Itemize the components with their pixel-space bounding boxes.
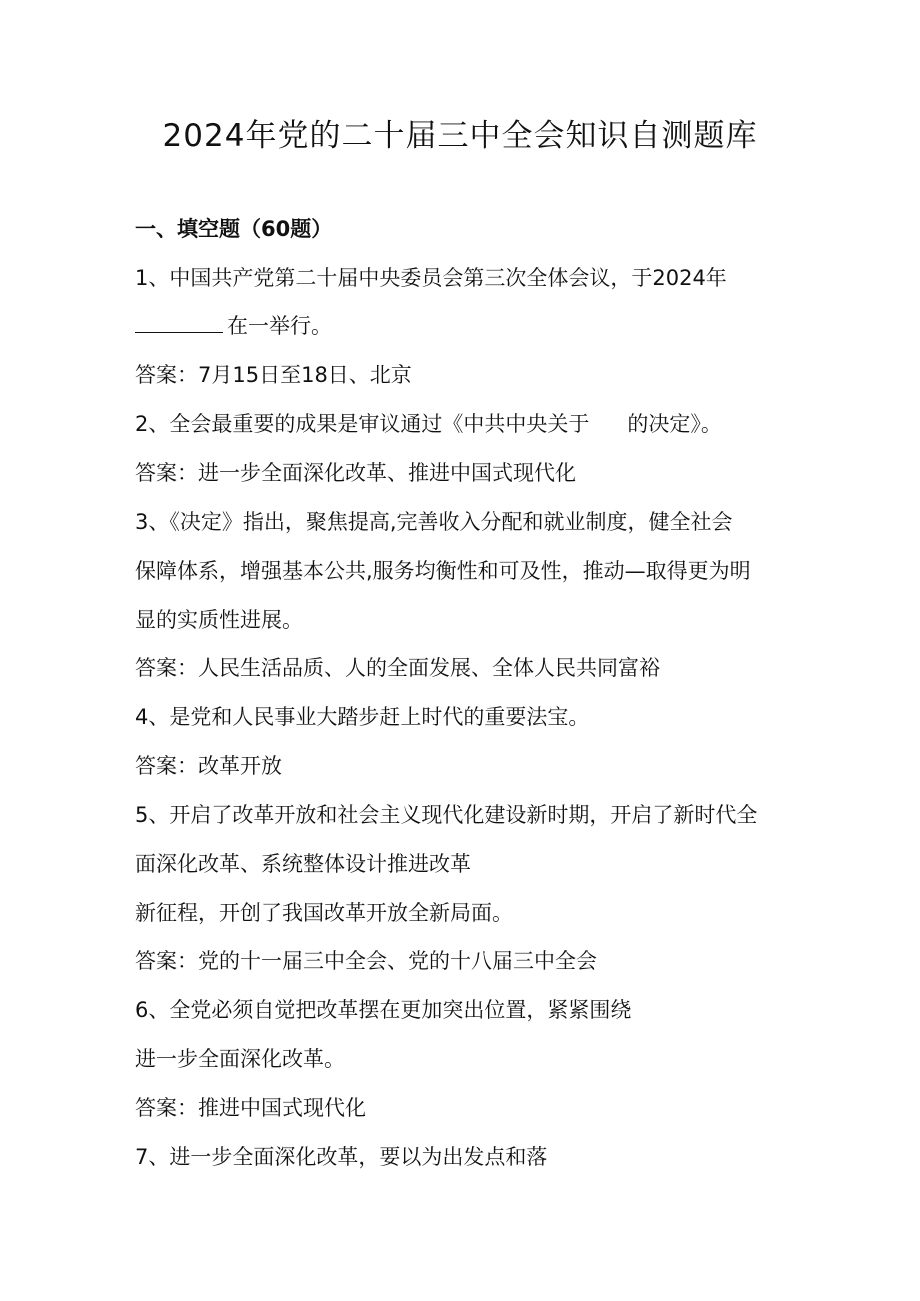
question-5-line-2: 面深化改革、系统整体设计推进改革 (135, 852, 471, 876)
question-3-line-1: 3、《决定》指出，聚焦提高,完善收入分配和就业制度，健全社会 (135, 510, 733, 534)
answer-6: 答案：推进中国式现代化 (135, 1096, 366, 1120)
question-7-line-1: 7、进一步全面深化改革，要以为出发点和落 (135, 1145, 548, 1169)
answer-2: 答案：进一步全面深化改革、推进中国式现代化 (135, 461, 576, 485)
fill-blank (135, 312, 223, 333)
question-3-line-2: 保障体系，增强基本公共,服务均衡性和可及性，推动—取得更为明 (135, 559, 751, 583)
question-6-line-2: 进一步全面深化改革。 (135, 1047, 345, 1071)
answer-1: 答案：7月15日至18日、北京 (135, 363, 412, 387)
question-2 (135, 408, 722, 440)
question-2-part-2: 的决定》。 (627, 412, 722, 436)
section-heading: 一、填空题（60题） (135, 217, 333, 241)
question-1-line-1: 1、中国共产党第二十届中央委员会第三次全体会议，于2024年 (135, 266, 727, 290)
question-1-line-2 (135, 310, 332, 342)
question-2-part-1: 2、全会最重要的成果是审议通过《中共中央关于 (135, 412, 590, 436)
answer-4: 答案：改革开放 (135, 754, 282, 778)
question-5-line-1: 5、开启了改革开放和社会主义现代化建设新时期，开启了新时代全 (135, 803, 758, 827)
question-6-line-1: 6、全党必须自觉把改革摆在更加突出位置，紧紧围绕 (135, 998, 632, 1022)
question-4: 4、是党和人民事业大踏步赶上时代的重要法宝。 (135, 705, 590, 729)
question-5-line-3: 新征程，开创了我国改革开放全新局面。 (135, 901, 513, 925)
question-3-line-3: 显的实质性进展。 (135, 608, 303, 632)
answer-5: 答案：党的十一届三中全会、党的十八届三中全会 (135, 949, 597, 973)
answer-3: 答案：人民生活品质、人的全面发展、全体人民共同富裕 (135, 656, 660, 680)
page-title: 2024年党的二十届三中全会知识自测题库 (162, 118, 758, 154)
question-1-line-2-text: 在一举行。 (227, 314, 332, 338)
